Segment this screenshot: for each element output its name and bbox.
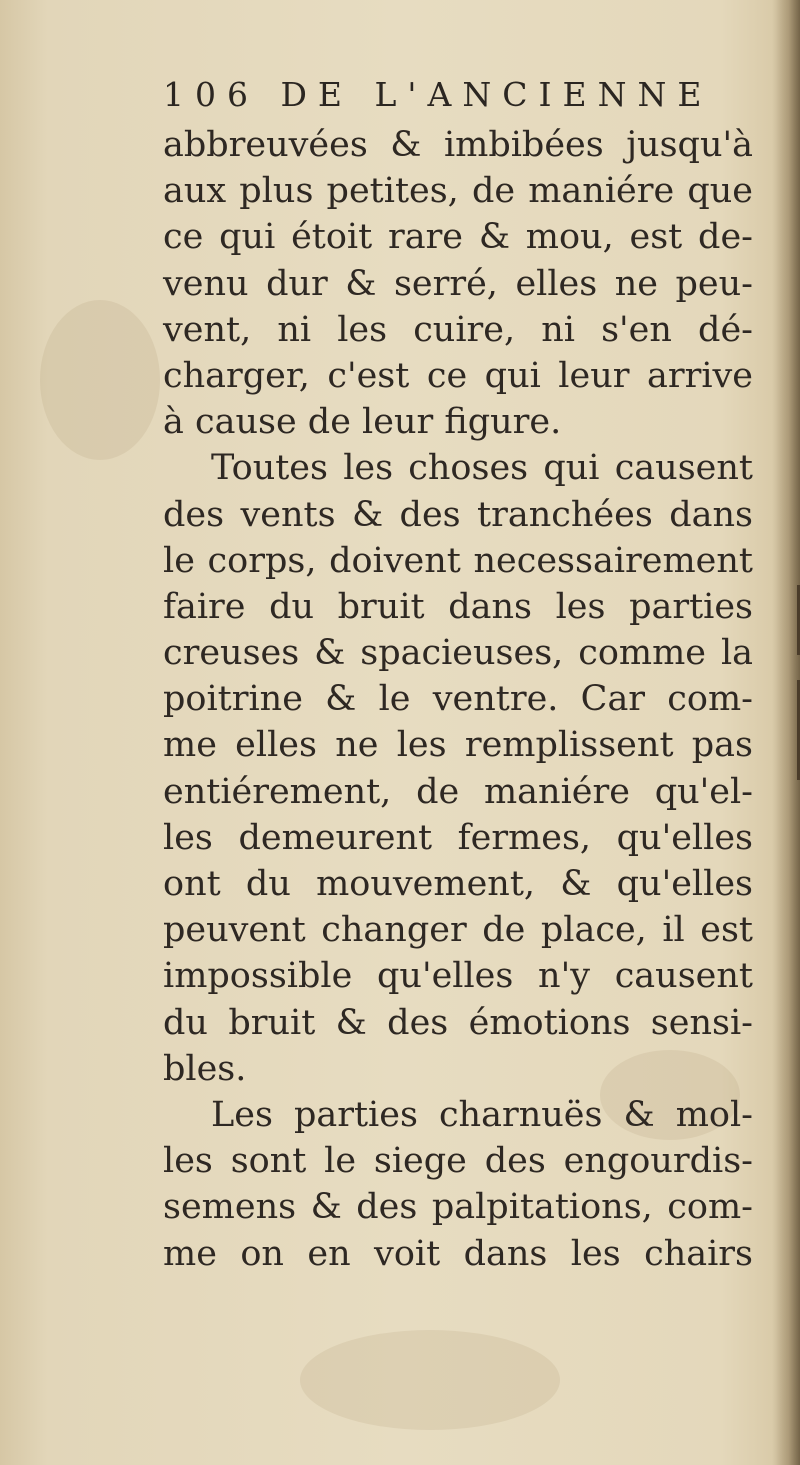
text-line: impossible qu'elles n'y causent [163,956,753,997]
text-line: à cause de leur figure. [163,402,562,443]
text-line: charger, c'est ce qui leur arrive [163,355,753,396]
text-line: vent, ni les cuire, ni s'en dé- [163,309,753,350]
text-line: du bruit & des émotions sensi- [163,1002,753,1043]
text-line: venu dur & serré, elles ne peu- [163,263,753,304]
text-line: creuses & spacieuses, comme la [163,633,753,674]
text-line: Les parties charnuës & mol- [211,1094,753,1135]
text-line: poitrine & le ventre. Car com- [163,679,753,720]
text-line: me elles ne les remplissent pas [163,725,753,766]
paper-stain [40,300,160,460]
text-line: des vents & des tranchées dans [163,494,753,535]
paper-stain [300,1330,560,1430]
text-line: ce qui étoit rare & mou, est de- [163,217,753,258]
text-line: les sont le siege des engourdis- [163,1141,753,1182]
text-line: le corps, doivent necessairement [163,540,753,581]
text-line: abbreuvées & imbibées jusqu'à [163,125,753,165]
page-gutter [772,0,800,1465]
text-line: semens & des palpitations, com- [163,1187,753,1228]
text-line: les demeurent fermes, qu'elles [163,817,753,858]
text-line: faire du bruit dans les parties [163,586,753,627]
text-line: entiérement, de maniére qu'el- [163,771,753,812]
text-line: me on en voit dans les chairs [163,1233,753,1274]
running-header: 106 DE L'ANCIENNE [163,75,713,114]
text-line: aux plus petites, de maniére que [163,171,753,212]
text-line: ont du mouvement, & qu'elles [163,864,753,904]
page-text [163,68,753,1277]
text-line: peuvent changer de place, il est [163,910,753,951]
text-line: bles. [163,1048,247,1089]
text-lines [163,122,753,1277]
text-line: Toutes les choses qui causent [211,448,753,489]
